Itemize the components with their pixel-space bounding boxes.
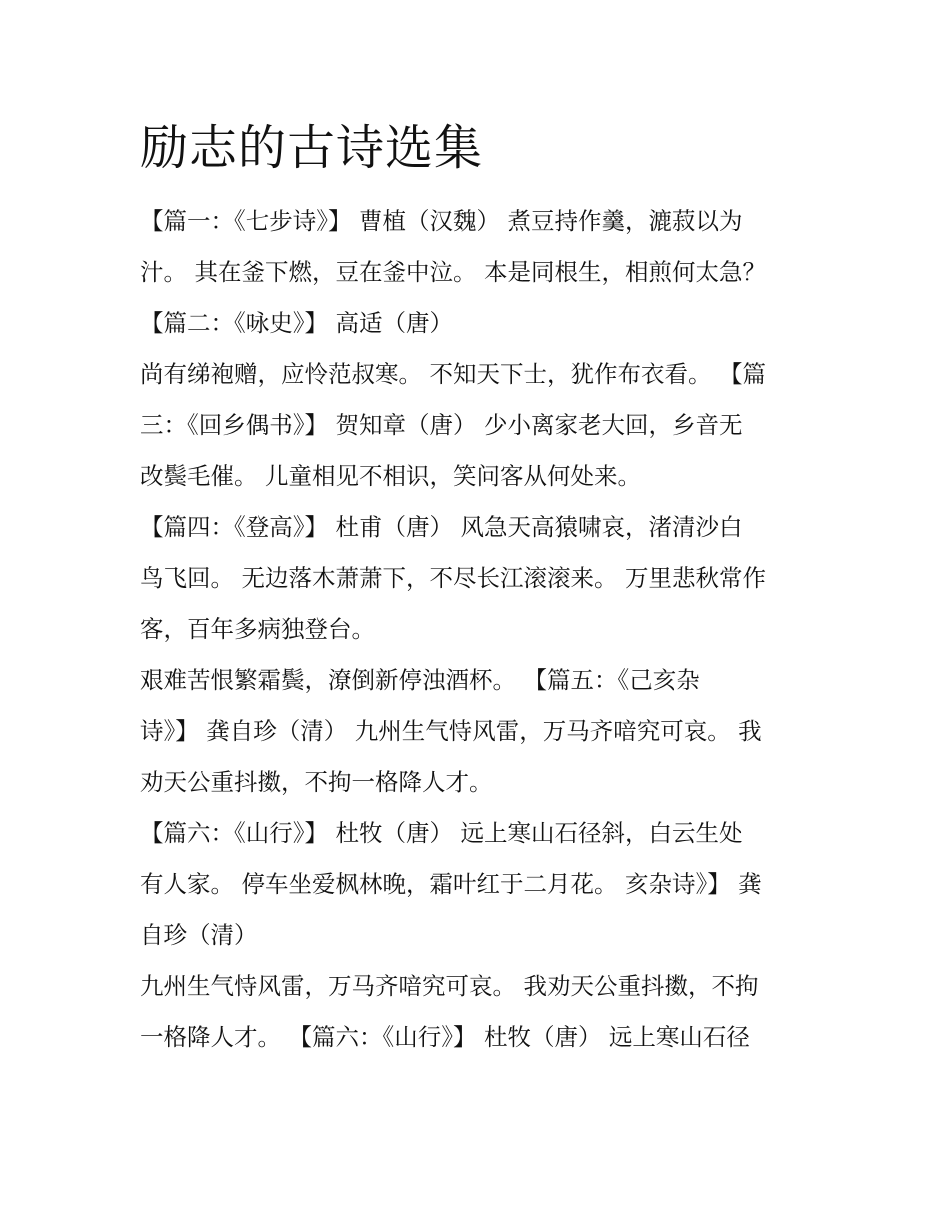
text-line: 自珍（清） xyxy=(140,921,258,949)
text-line: 改鬓毛催。 儿童相见不相识，笑问客从何处来。 xyxy=(140,462,641,490)
text-line: 有人家。 停车坐爱枫林晚，霜叶红于二月花。 亥杂诗》】 龚 xyxy=(140,870,762,898)
text-line: 【篇一：《七步诗》】 曹植（汉魏） 煮豆持作羹，漉菽以为 xyxy=(140,207,743,235)
text-line: 【篇二：《咏史》】 高适（唐） xyxy=(140,309,453,337)
text-line: 三：《回乡偶书》】 贺知章（唐） 少小离家老大回，乡音无 xyxy=(140,411,743,439)
text-line: 劝天公重抖擞，不拘一格降人才。 xyxy=(140,768,493,796)
text-line: 汁。 其在釜下燃，豆在釜中泣。 本是同根生，相煎何太急？ xyxy=(140,258,766,286)
text-line: 【篇四：《登高》】 杜甫（唐） 风急天高猿啸哀，渚清沙白 xyxy=(140,513,743,541)
text-line: 【篇六：《山行》】 杜牧（唐） 远上寒山石径斜，白云生处 xyxy=(140,819,743,847)
text-line: 九州生气恃风雷，万马齐喑究可哀。 我劝天公重抖擞，不拘 xyxy=(140,972,759,1000)
text-line: 尚有绨袍赠，应怜范叔寒。 不知天下士，犹作布衣看。 【篇 xyxy=(140,360,766,388)
document-title: 励志的古诗选集 xyxy=(140,120,484,176)
text-line: 一格降人才。 【篇六：《山行》】 杜牧（唐） 远上寒山石径 xyxy=(140,1023,750,1051)
text-line: 诗》】 龚自珍（清） 九州生气恃风雷，万马齐喑究可哀。 我 xyxy=(140,717,762,745)
text-line: 客，百年多病独登台。 xyxy=(140,615,375,643)
document-body xyxy=(140,196,820,1063)
text-line: 鸟飞回。 无边落木萧萧下，不尽长江滚滚来。 万里悲秋常作 xyxy=(140,564,766,592)
text-line: 艰难苦恨繁霜鬓，潦倒新停浊酒杯。 【篇五：《己亥杂 xyxy=(140,666,700,694)
